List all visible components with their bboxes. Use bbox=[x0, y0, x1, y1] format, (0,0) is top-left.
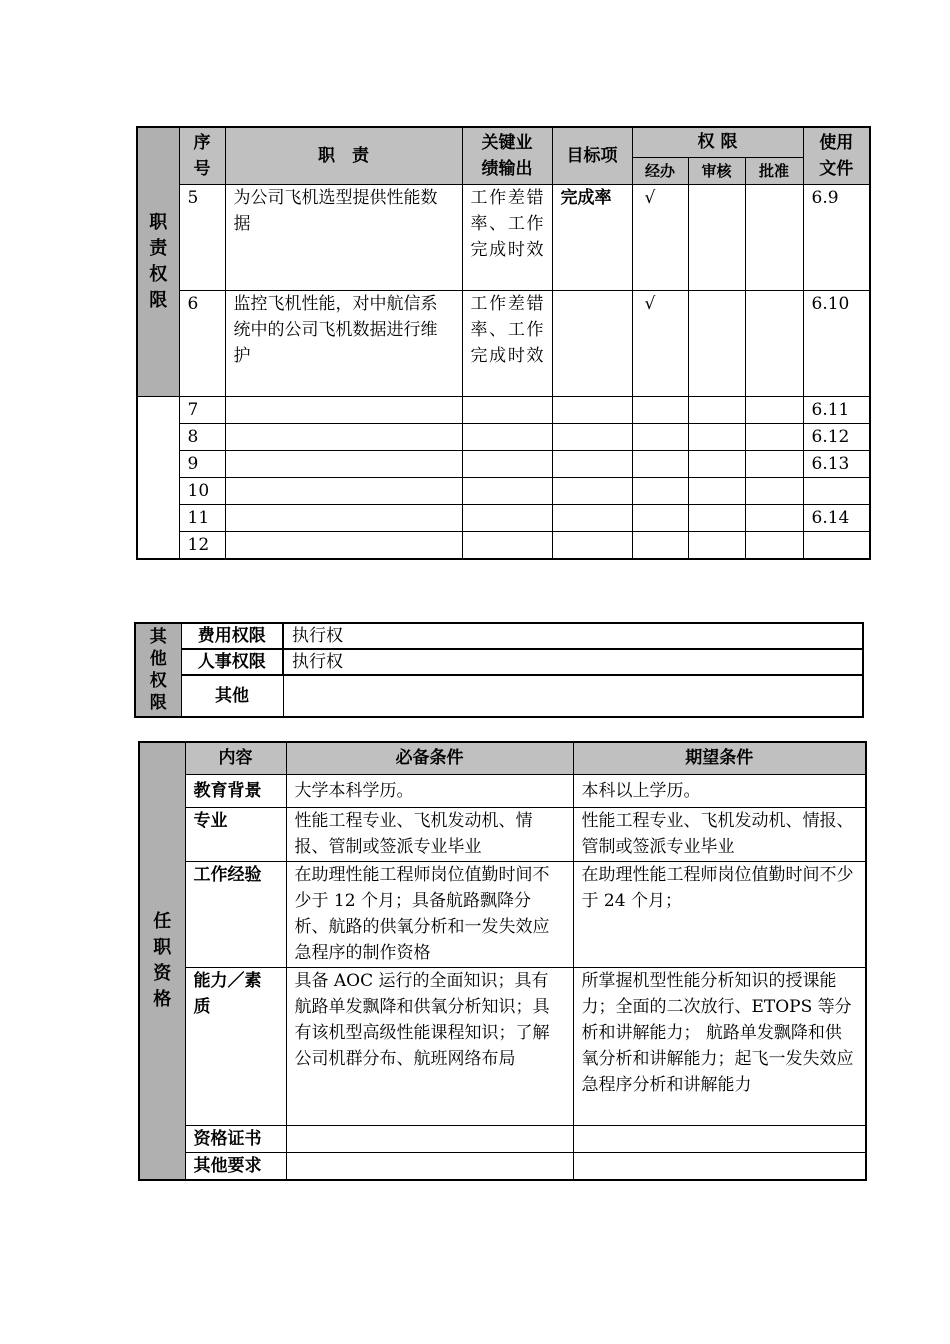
row-kpi bbox=[462, 396, 552, 423]
row-handle bbox=[632, 396, 688, 423]
table-row bbox=[137, 290, 870, 396]
header-review: 审核 bbox=[688, 157, 745, 184]
row-label: 其他要求 bbox=[185, 1152, 286, 1180]
header-target: 目标项 bbox=[552, 127, 632, 184]
row-doc: 6.10 bbox=[803, 290, 870, 396]
row-target: 完成率 bbox=[552, 184, 632, 290]
table-row bbox=[137, 396, 870, 423]
row-duty bbox=[225, 477, 462, 504]
row-value: 执行权 bbox=[283, 623, 863, 649]
row-expected: 性能工程专业、飞机发动机、情报、管制或签派专业毕业 bbox=[573, 807, 866, 861]
row-doc bbox=[803, 477, 870, 504]
row-value bbox=[283, 675, 863, 717]
row-kpi bbox=[462, 423, 552, 450]
header-required: 必备条件 bbox=[286, 742, 573, 774]
row-target bbox=[552, 396, 632, 423]
row-label: 教育背景 bbox=[185, 774, 286, 807]
row-seq: 7 bbox=[179, 396, 225, 423]
row-label: 其他 bbox=[181, 675, 283, 717]
other-rights-side-label: 其 他 权 限 bbox=[135, 623, 181, 717]
row-duty bbox=[225, 504, 462, 531]
header-seq: 序号 bbox=[179, 127, 225, 184]
row-approve bbox=[745, 396, 803, 423]
table-row bbox=[137, 450, 870, 477]
row-review bbox=[688, 531, 745, 559]
row-target bbox=[552, 531, 632, 559]
row-kpi bbox=[462, 504, 552, 531]
row-label: 专业 bbox=[185, 807, 286, 861]
row-label: 费用权限 bbox=[181, 623, 283, 649]
header-content: 内容 bbox=[185, 742, 286, 774]
row-review bbox=[688, 477, 745, 504]
header-expected: 期望条件 bbox=[573, 742, 866, 774]
row-seq: 12 bbox=[179, 531, 225, 559]
row-approve bbox=[745, 184, 803, 290]
header-approve: 批准 bbox=[745, 157, 803, 184]
row-review bbox=[688, 423, 745, 450]
row-approve bbox=[745, 531, 803, 559]
row-review bbox=[688, 504, 745, 531]
row-review bbox=[688, 290, 745, 396]
row-kpi bbox=[462, 477, 552, 504]
row-handle: √ bbox=[632, 290, 688, 396]
row-label: 工作经验 bbox=[185, 861, 286, 967]
row-approve bbox=[745, 450, 803, 477]
row-seq: 11 bbox=[179, 504, 225, 531]
row-duty bbox=[225, 450, 462, 477]
row-expected: 本科以上学历。 bbox=[573, 774, 866, 807]
row-target bbox=[552, 450, 632, 477]
row-doc: 6.13 bbox=[803, 450, 870, 477]
other-rights-table bbox=[134, 622, 864, 718]
row-handle bbox=[632, 423, 688, 450]
header-authority: 权 限 bbox=[632, 127, 803, 157]
row-doc: 6.9 bbox=[803, 184, 870, 290]
header-handle: 经办 bbox=[632, 157, 688, 184]
table-row bbox=[137, 423, 870, 450]
table-row bbox=[139, 861, 866, 967]
row-seq: 8 bbox=[179, 423, 225, 450]
row-duty bbox=[225, 423, 462, 450]
row-kpi: 工作差错率、工作完成时效 bbox=[462, 290, 552, 396]
row-duty bbox=[225, 396, 462, 423]
row-handle: √ bbox=[632, 184, 688, 290]
table-row bbox=[137, 184, 870, 290]
row-handle bbox=[632, 531, 688, 559]
row-handle bbox=[632, 504, 688, 531]
row-kpi: 工作差错率、工作完成时效 bbox=[462, 184, 552, 290]
duties-side-blank bbox=[137, 396, 179, 559]
table-row bbox=[137, 504, 870, 531]
table-row bbox=[139, 807, 866, 861]
row-target bbox=[552, 477, 632, 504]
row-doc: 6.12 bbox=[803, 423, 870, 450]
table-row bbox=[139, 774, 866, 807]
row-target bbox=[552, 290, 632, 396]
row-seq: 5 bbox=[179, 184, 225, 290]
row-required: 具备 AOC 运行的全面知识；具有航路单发飘降和供氧分析知识；具有该机型高级性能课程知识；了解公司机群分布、航班网络布局 bbox=[286, 967, 573, 1125]
row-doc: 6.11 bbox=[803, 396, 870, 423]
row-kpi bbox=[462, 450, 552, 477]
row-duty: 监控飞机性能，对中航信系统中的公司飞机数据进行维护 bbox=[225, 290, 462, 396]
row-required: 性能工程专业、飞机发动机、情报、管制或签派专业毕业 bbox=[286, 807, 573, 861]
row-approve bbox=[745, 504, 803, 531]
row-required: 大学本科学历。 bbox=[286, 774, 573, 807]
table-row bbox=[139, 967, 866, 1125]
row-seq: 9 bbox=[179, 450, 225, 477]
table-row bbox=[137, 477, 870, 504]
header-doc: 使用文件 bbox=[803, 127, 870, 184]
row-duty bbox=[225, 531, 462, 559]
table-row bbox=[139, 1152, 866, 1180]
row-review bbox=[688, 184, 745, 290]
row-kpi bbox=[462, 531, 552, 559]
table-row bbox=[135, 649, 863, 675]
row-target bbox=[552, 504, 632, 531]
table-row bbox=[135, 675, 863, 717]
row-duty: 为公司飞机选型提供性能数据 bbox=[225, 184, 462, 290]
row-review bbox=[688, 450, 745, 477]
row-review bbox=[688, 396, 745, 423]
row-label: 能力／素质 bbox=[185, 967, 286, 1125]
row-expected: 所掌握机型性能分析知识的授课能力；全面的二次放行、ETOPS 等分析和讲解能力； 航路单发飘降和供氧分析和讲解能力；起飞一发失效应急程序分析和讲解能力 bbox=[573, 967, 866, 1125]
duties-table bbox=[136, 126, 871, 560]
row-expected bbox=[573, 1125, 866, 1152]
header-duty: 职 责 bbox=[225, 127, 462, 184]
row-expected bbox=[573, 1152, 866, 1180]
row-required bbox=[286, 1152, 573, 1180]
row-required: 在助理性能工程师岗位值勤时间不少于 12 个月；具备航路飘降分析、航路的供氧分析和一发失效应急程序的制作资格 bbox=[286, 861, 573, 967]
row-doc: 6.14 bbox=[803, 504, 870, 531]
row-seq: 6 bbox=[179, 290, 225, 396]
row-expected: 在助理性能工程师岗位值勤时间不少于 24 个月； bbox=[573, 861, 866, 967]
row-approve bbox=[745, 423, 803, 450]
table-row bbox=[135, 623, 863, 649]
qualifications-side-label: 任 职 资 格 bbox=[139, 742, 185, 1180]
header-kpi: 关键业绩输出 bbox=[462, 127, 552, 184]
table-row bbox=[137, 531, 870, 559]
row-doc bbox=[803, 531, 870, 559]
row-approve bbox=[745, 477, 803, 504]
row-label: 人事权限 bbox=[181, 649, 283, 675]
row-approve bbox=[745, 290, 803, 396]
row-value: 执行权 bbox=[283, 649, 863, 675]
row-target bbox=[552, 423, 632, 450]
row-label: 资格证书 bbox=[185, 1125, 286, 1152]
qualifications-table bbox=[138, 741, 867, 1181]
row-handle bbox=[632, 477, 688, 504]
row-required bbox=[286, 1125, 573, 1152]
table-row bbox=[139, 1125, 866, 1152]
duties-side-label: 职 责 权 限 bbox=[137, 127, 179, 396]
row-handle bbox=[632, 450, 688, 477]
row-seq: 10 bbox=[179, 477, 225, 504]
